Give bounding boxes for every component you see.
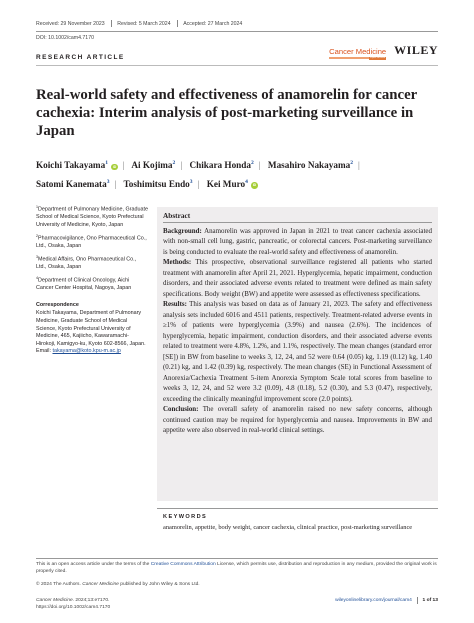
footer-divider [417, 597, 418, 604]
creative-commons-link[interactable]: Creative Commons Attribution [150, 562, 216, 567]
author-name[interactable]: Satomi Kanemata$^3$ [36, 178, 110, 189]
author-affiliation-ref[interactable]: 4 [245, 178, 248, 185]
author-divider: | [122, 160, 125, 170]
author-affiliation-ref[interactable]: 3 [189, 178, 193, 185]
abstract-rule [163, 222, 432, 223]
affiliation-item: $^4$Department of Clinical Oncology, Aichi Cancer Center Hospital, Nagoya, Japan [36, 276, 132, 292]
keywords-rule [157, 508, 438, 509]
correspondence-email-line [36, 348, 148, 356]
author-affiliation-ref[interactable]: 2 [250, 160, 254, 166]
footer-doi-link[interactable]: https://doi.org/10.1002/cam4.7170 [36, 605, 111, 610]
abstract-heading: Abstract [163, 211, 191, 220]
accepted-date: Accepted: 27 March 2024 [183, 20, 243, 27]
orcid-icon[interactable]: iD [112, 164, 117, 169]
author-name[interactable]: Kei Muro$^4$ iD [206, 178, 257, 189]
author-divider: | [357, 160, 360, 170]
date-divider [111, 20, 112, 27]
date-divider [177, 20, 178, 27]
author-affiliation-ref[interactable]: 2 [172, 160, 176, 166]
publisher-logo[interactable]: WILEY [394, 43, 438, 57]
open-access-badge: Open Access [369, 56, 386, 60]
author-divider: | [180, 160, 183, 170]
author-divider: | [197, 178, 200, 189]
article-doi: DOI: 10.1002/cam4.7170 [36, 35, 94, 41]
article-type: RESEARCH ARTICLE [36, 54, 125, 61]
journal-site-link[interactable]: wileyonlinelibrary.com/journal/cam4 [335, 598, 412, 603]
correspondence-heading: Correspondence [36, 301, 79, 308]
author-name[interactable]: Toshimitsu Endo$^3$ [123, 178, 193, 189]
copyright-notice: © 2024 The Authors. Cancer Medicine published by John Wiley & Sons Ltd. [36, 582, 200, 587]
author-name[interactable]: Ai Kojima$^2$ [131, 160, 176, 170]
article-title: Real-world safety and effectiveness of anamorelin for cancer cachexia: Interim analysis of post-marketing surveillance in Japan [36, 87, 417, 139]
footer-rule [36, 558, 438, 559]
correspondence-address: Koichi Takayama, Department of Pulmonary Medicine, Graduate School of Medical Science, Kyoto Prefectural University of Medicine, 465, Kajiicho, Kawaramachi-Hirokoji, Kamigyo-ku, Kyoto 602-8566, Japan. [36, 310, 146, 347]
affiliation-item: $^1$Department of Pulmonary Medicine, Graduate School of Medical Science, Kyoto Prefectural University of Medicine, Kyoto, Japan [36, 205, 148, 228]
footer-citation [36, 597, 110, 611]
page-number: 1 of 13 [422, 598, 438, 603]
revised-date: Revised: 5 March 2024 [117, 20, 171, 27]
orcid-icon[interactable]: iD [252, 183, 257, 187]
affiliations [36, 204, 148, 356]
author-divider: | [258, 160, 261, 170]
author-name[interactable]: Masahiro Nakayama$^2$ [267, 160, 353, 170]
footer-journal: Cancer Medicine. [36, 598, 75, 603]
article-type-rule [36, 65, 438, 66]
keywords-list: anamorelin, appetite, body weight, cancer cachexia, clinical practice, post-marketing surveillance [163, 524, 413, 531]
received-date: Received: 29 November 2023 [36, 20, 105, 27]
author-affiliation-ref[interactable]: 1 [105, 160, 108, 166]
journal-logo[interactable] [329, 47, 387, 60]
keywords-heading: KEYWORDS [163, 514, 208, 520]
license-notice: This is an open access article under the terms of the Creative Commons Attribution License, which permits use, distribution and reproduction in any medium, provided the original work is properly cited. [36, 562, 437, 575]
email-label: Email: [36, 348, 53, 355]
author-divider: | [114, 178, 117, 189]
abstract-background: Background: Anamorelin was approved in Japan in 2021 to treat cancer cachexia associated with non-small cell lung, gastric, pancreatic, or colorectal cancers. Post-marketing surveillance is being conducted to evaluate the real-world safety and effectiveness of anamorelin. [163, 226, 432, 256]
header-rule [36, 31, 438, 32]
abstract-box [157, 207, 438, 501]
footer-volume: 2024;13:e7170. [74, 598, 110, 603]
author-affiliation-ref[interactable]: 2 [350, 160, 353, 166]
affiliation-item: $^3$Medical Affairs, Ono Pharmaceutical Co., Ltd., Osaka, Japan [36, 254, 137, 271]
author-affiliation-ref[interactable]: 3 [106, 178, 110, 185]
author-name[interactable]: Koichi Takayama$^1$ iD [36, 160, 117, 170]
author-name[interactable]: Chikara Honda$^2$ [189, 160, 254, 170]
correspondence-email-link[interactable]: takayama@koto.kpu-m.ac.jp [52, 348, 121, 355]
abstract-results: Results: This analysis was based on data as of January 21, 2023. The safety and effectiveness analysis sets included 6016 and 4511 patients, respectively. Treatment-related adverse events in ≥1% of patients were hyperglycemia (3.9%) and nausea (2.6%). The incidences of hyperglycemia, hepatic impairment, conduction disorders, and their associated adverse events related to treatment were 4.8%, 1.2%, and 1.1%, respectively. The mean changes (standard error [SE]) in BW from baseline to weeks 3, 12, 24, and 52 were 0.64 (0.05) kg, 1.19 (0.12) kg, 1.40 (0.21) kg, and 1.42 (0.39) kg, respectively. The mean changes (SE) in Functional Assessment of Anorexia/Cachexia Treatment 5-item Anorexia Symptom Scale total scores from baseline to weeks 3, 12, 24, and 52 were 3.2 (0.09), 4.8 (0.18), 5.2 (0.30), and 5.3 (0.47), respectively, exceeding the clinically meaningful improvement score (2.0 points). [163, 300, 433, 403]
article-dates [36, 20, 242, 27]
abstract-methods: Methods: This prospective, observational surveillance registered all patients who started treatment with anamorelin after April 21, 2021. Hyperglycemia, hepatic impairment, conduction disorders, and their associated adverse events related to treatment were defined as main safety specifications. Body weight (BW) and appetite were assessed as effectiveness specifications. [163, 258, 432, 298]
brand-logos [329, 43, 438, 60]
affiliation-item: $^2$Pharmacovigilance, Ono Pharmaceutical Co., Ltd., Osaka, Japan [36, 233, 147, 249]
author-list [36, 155, 446, 192]
abstract-conclusion: Conclusion: The overall safety of anamorelin raised no new safety concerns, although continued caution may be required for hyperglycemia and nausea. Improvements in BW and appetite were also observed in real-world clinical settings. [163, 405, 432, 435]
journal-logo-text: Cancer Medicine [329, 47, 387, 57]
footer-right [335, 597, 438, 604]
